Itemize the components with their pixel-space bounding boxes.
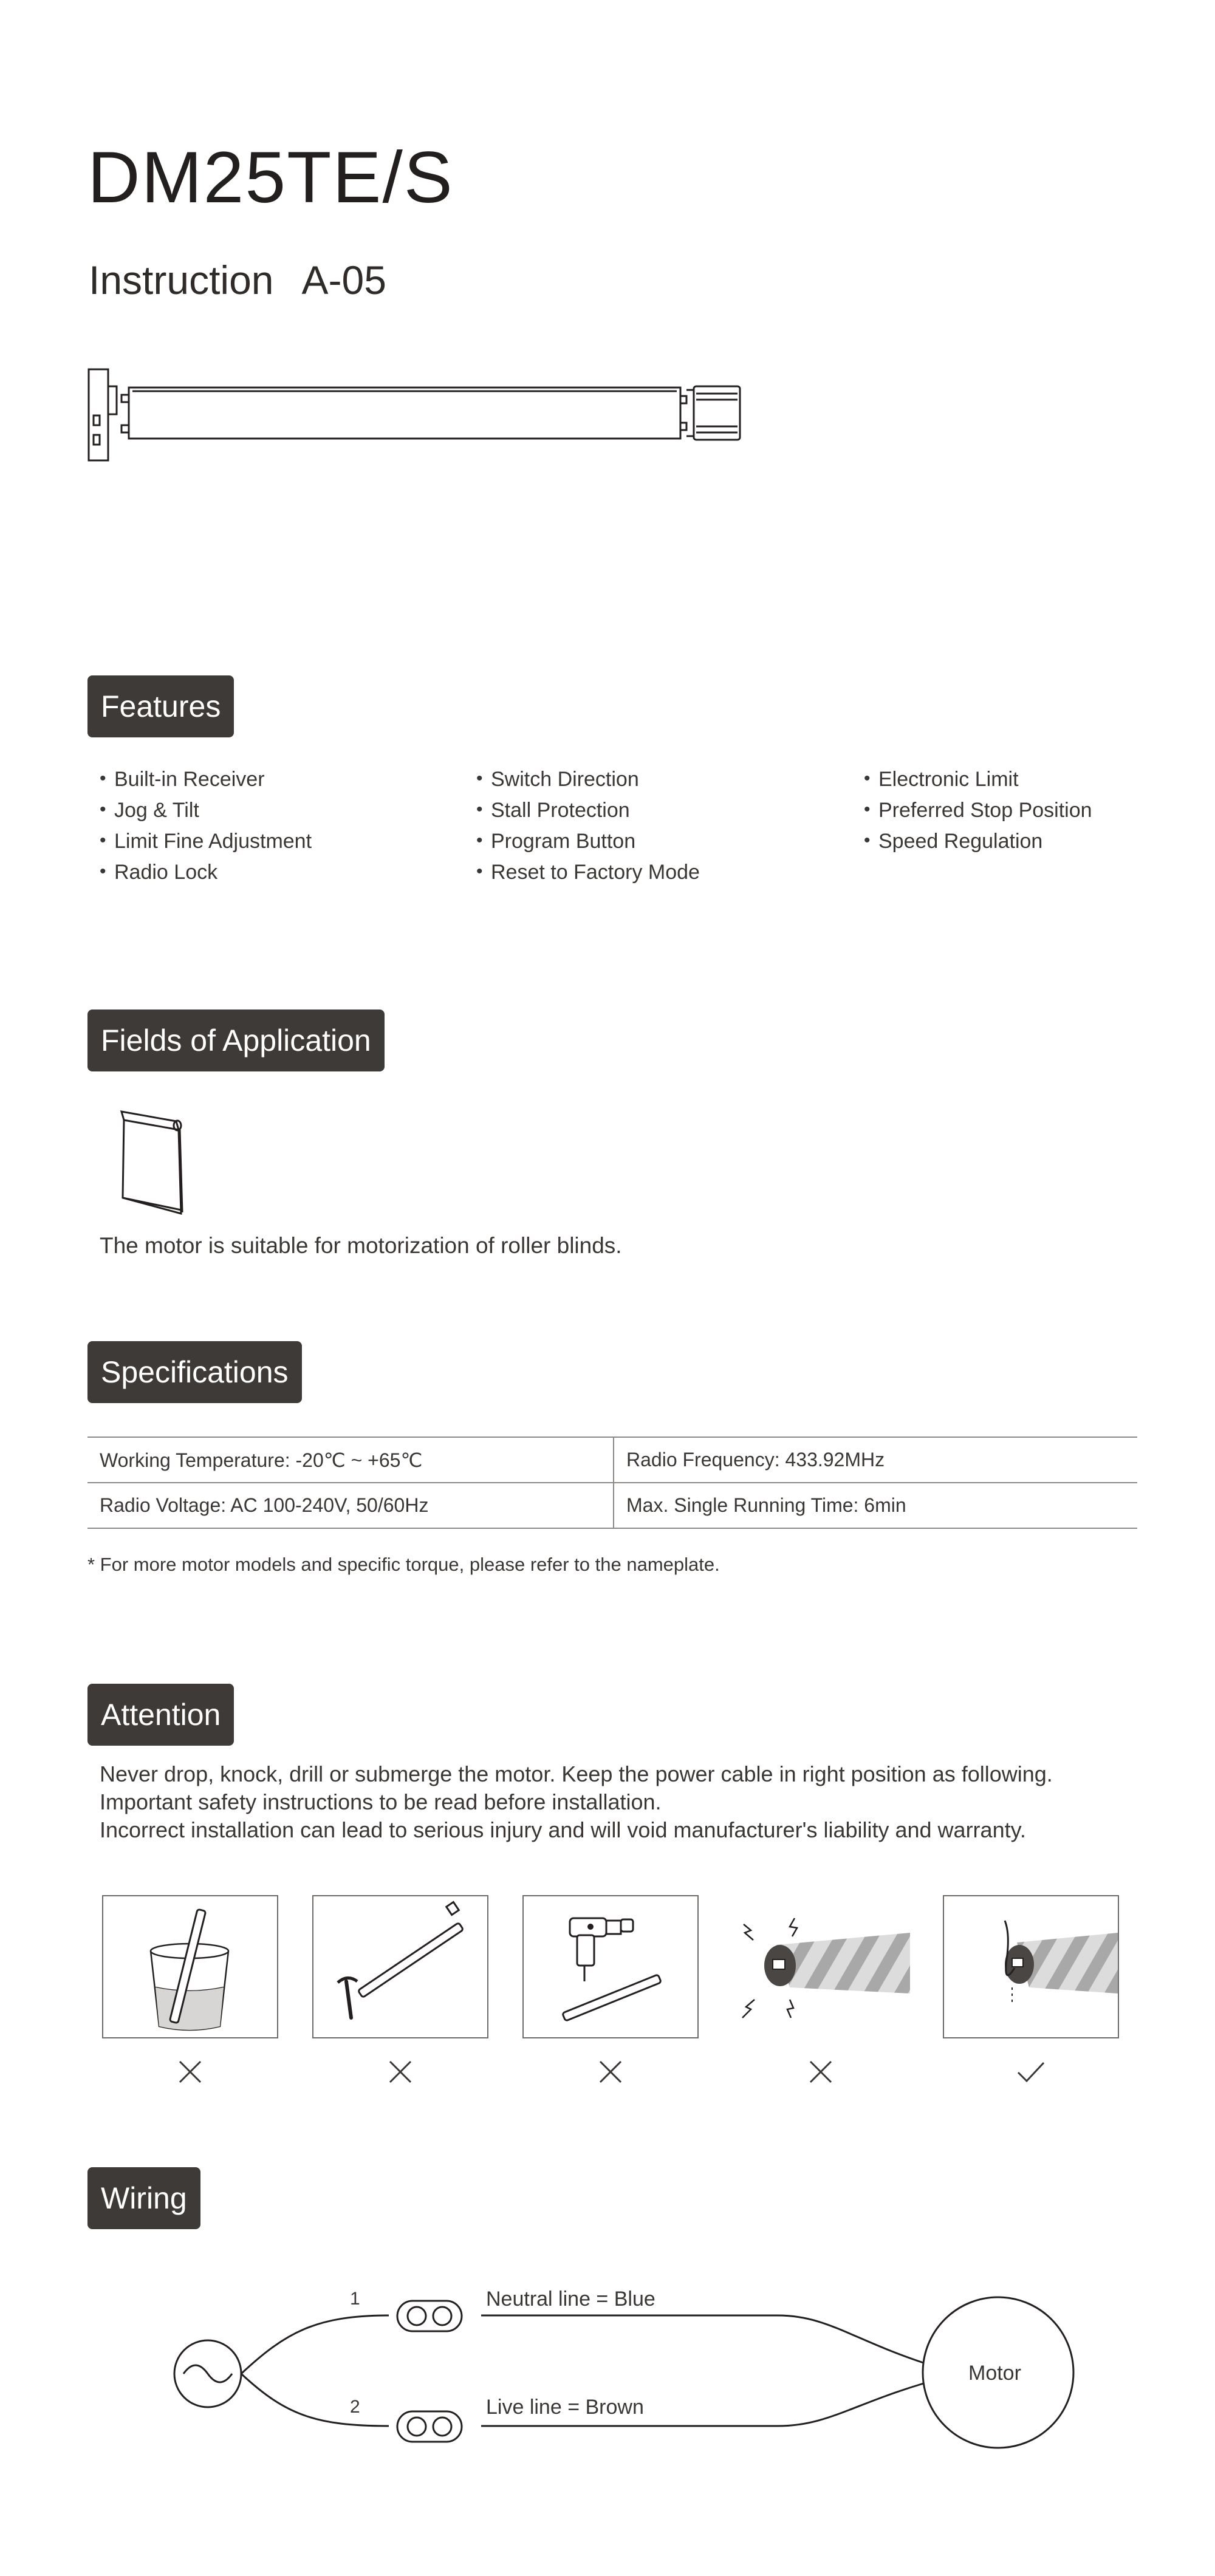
model-title: DM25TE/S [87,137,454,218]
spec-footnote: * For more motor models and specific torque, please refer to the nameplate. [87,1554,720,1575]
wiring-header: Wiring [87,2167,200,2229]
attention-header: Attention [87,1684,234,1746]
spec-radio-frequency: Radio Frequency: 433.92MHz [614,1437,1137,1483]
feature-item: • Reset to Factory Mode [471,857,700,888]
features-list-3 [859,764,1092,857]
motor-label: Motor [968,2362,1021,2385]
table-row [87,1483,1137,1528]
neutral-line-label: Neutral line = Blue [486,2287,655,2311]
warning-panel-drill [522,1895,699,2038]
application-text: The motor is suitable for motorization of roller blinds. [100,1233,622,1258]
feature-item: • Program Button [471,826,700,857]
warning-panel-cable [943,1895,1119,2038]
spec-table [87,1437,1137,1529]
features-header: Features [87,675,234,737]
attention-text [100,1760,1053,1844]
feature-item: • Preferred Stop Position [859,795,1092,826]
instruction-code: A-05 [301,258,386,302]
spec-max-running-time: Max. Single Running Time: 6min [614,1483,1137,1528]
feature-item: • Radio Lock [95,857,312,888]
feature-item: • Electronic Limit [859,764,1092,795]
feature-item: • Jog & Tilt [95,795,312,826]
feature-item: • Built-in Receiver [95,764,312,795]
fields-header: Fields of Application [87,1010,385,1071]
feature-item: • Stall Protection [471,795,700,826]
instruction-label: Instruction [89,258,274,302]
drill-icon [524,1896,697,2037]
feature-item: • Limit Fine Adjustment [95,826,312,857]
live-line-label: Live line = Brown [486,2396,644,2419]
attention-line: Incorrect installation can lead to serious injury and will void manufacturer's liability and warranty. [100,1817,1026,1842]
instruction-subtitle [89,260,386,300]
specifications-header: Specifications [87,1341,302,1403]
attention-line: Never drop, knock, drill or submerge the motor. Keep the power cable in right position as following. [100,1761,1053,1786]
spec-working-temperature: Working Temperature: -20℃ ~ +65℃ [87,1437,614,1483]
cross-icon [806,2057,836,2087]
wire-number-2: 2 [350,2397,360,2417]
attention-line: Important safety instructions to be read before installation. [100,1789,662,1814]
features-list-1 [95,764,312,888]
hammer-icon [313,1896,487,2037]
warning-panel-knock [733,1895,909,2038]
table-row [87,1437,1137,1483]
cross-icon [385,2057,416,2087]
check-icon [1016,2057,1046,2087]
roller-blind-icon [115,1105,188,1221]
warning-panel-hammer [312,1895,488,2038]
wire-number-1: 1 [350,2289,360,2309]
features-list-2 [471,764,700,888]
cross-icon [595,2057,626,2087]
feature-item: • Switch Direction [471,764,700,795]
spec-radio-voltage: Radio Voltage: AC 100-240V, 50/60Hz [87,1483,614,1528]
cross-icon [175,2057,205,2087]
submerge-icon [103,1896,277,2037]
tubular-motor-icon [84,364,746,474]
cable-position-icon [944,1896,1118,2037]
knock-icon [734,1896,910,2040]
warning-panel-submerge [102,1895,278,2038]
feature-item: • Speed Regulation [859,826,1092,857]
